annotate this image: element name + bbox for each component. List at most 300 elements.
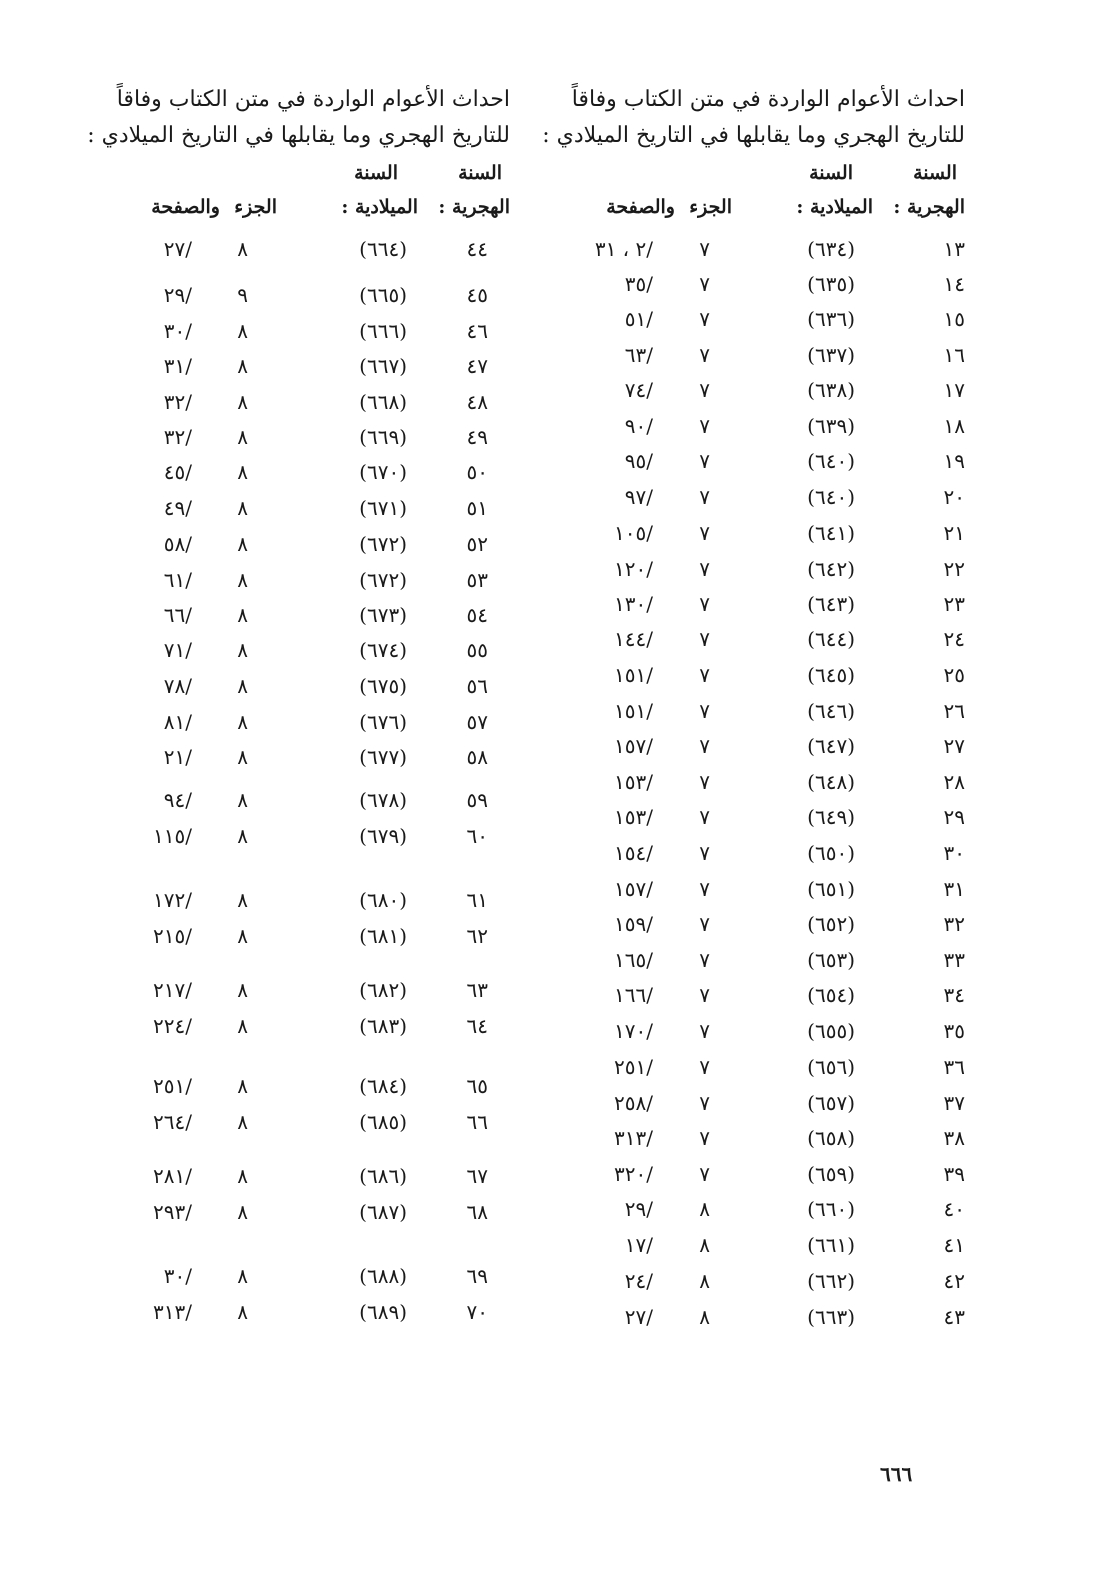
table-row [115, 565, 510, 595]
table-row [560, 304, 965, 334]
table-row [560, 767, 965, 797]
table-row [115, 1161, 510, 1191]
cell-volume: ٨ [699, 1269, 710, 1293]
cell-hijri: ١٤ [943, 272, 965, 296]
header-hijri-label: الهجرية : [438, 196, 510, 218]
cell-hijri: ١٦ [943, 343, 965, 367]
cell-gregorian: (٦٦٣) [807, 1305, 855, 1329]
cell-hijri: ٥٨ [466, 745, 488, 769]
cell-gregorian: (٦٣٧) [807, 343, 855, 367]
left-heading [87, 82, 510, 154]
table-row [560, 1123, 965, 1153]
cell-gregorian: (٦٦٨) [359, 390, 407, 414]
cell-gregorian: (٦٧٨) [359, 788, 407, 812]
cell-gregorian: (٦٦٩) [359, 425, 407, 449]
table-row [560, 945, 965, 975]
cell-page: /٢٨١ [153, 1164, 192, 1188]
header-row-2 [560, 194, 965, 234]
cell-gregorian: (٦٤٧) [807, 734, 855, 758]
cell-hijri: ٦٥ [466, 1074, 488, 1098]
cell-page: /٢٦٤ [153, 1110, 192, 1134]
cell-volume: ٧ [699, 948, 710, 972]
cell-gregorian: (٦٧٠) [359, 460, 407, 484]
cell-hijri: ٢٦ [943, 699, 965, 723]
cell-page: /١٢٠ [614, 557, 653, 581]
table-row [560, 731, 965, 761]
cell-gregorian: (٦٥٢) [807, 912, 855, 936]
cell-hijri: ٣١ [943, 877, 965, 901]
cell-volume: ٧ [699, 983, 710, 1007]
header-page: والصفحة [151, 196, 220, 218]
cell-hijri: ٢٥ [943, 663, 965, 687]
cell-hijri: ٣٠ [943, 841, 965, 865]
cell-gregorian: (٦٦٥) [359, 283, 407, 307]
cell-gregorian: (٦٣٨) [807, 378, 855, 402]
cell-volume: ٧ [699, 1019, 710, 1043]
cell-page: /٢٩ [624, 1197, 653, 1221]
table-row [115, 493, 510, 523]
cell-page: /٢٥١ [614, 1055, 653, 1079]
cell-hijri: ٣٩ [943, 1162, 965, 1186]
cell-gregorian: (٦٤٤) [807, 627, 855, 651]
cell-gregorian: (٦٨١) [359, 924, 407, 948]
cell-hijri: ٢٠ [943, 485, 965, 509]
cell-page: /١٥٤ [614, 841, 653, 865]
cell-volume: ٨ [237, 1200, 248, 1224]
cell-gregorian: (٦٥٠) [807, 841, 855, 865]
table-row [560, 980, 965, 1010]
cell-hijri: ١٧ [943, 378, 965, 402]
cell-page: /٧٨ [163, 674, 192, 698]
table-row [115, 1261, 510, 1291]
table-row [560, 1194, 965, 1224]
cell-hijri: ٤٦ [466, 319, 488, 343]
cell-volume: ٧ [699, 237, 710, 261]
cell-volume: ٨ [237, 1110, 248, 1134]
cell-gregorian: (٦٧٥) [359, 674, 407, 698]
cell-page: /١١٥ [153, 824, 192, 848]
table-row [115, 785, 510, 815]
cell-page: /٣١٣ [153, 1300, 192, 1324]
table-row [560, 1230, 965, 1260]
right-column [542, 82, 965, 1329]
header-hijri-year: السنة [458, 162, 502, 184]
cell-gregorian: (٦٤٠) [807, 485, 855, 509]
cell-volume: ٧ [699, 699, 710, 723]
cell-volume: ٨ [699, 1305, 710, 1329]
cell-page: /٣٠ [163, 319, 192, 343]
cell-volume: ٧ [699, 1162, 710, 1186]
cell-gregorian: (٦٧١) [359, 496, 407, 520]
cell-hijri: ٦٣ [466, 978, 488, 1002]
cell-hijri: ٤٢ [943, 1269, 965, 1293]
table-row [115, 707, 510, 737]
cell-hijri: ٤٩ [466, 425, 488, 449]
cell-gregorian: (٦٤٥) [807, 663, 855, 687]
cell-gregorian: (٦٦٠) [807, 1197, 855, 1221]
cell-volume: ٧ [699, 1126, 710, 1150]
table-row [115, 351, 510, 381]
cell-page: /٢٩ [163, 283, 192, 307]
cell-gregorian: (٦٤٣) [807, 592, 855, 616]
cell-hijri: ٢١ [943, 521, 965, 545]
page-number: ٦٦٦ [880, 1462, 913, 1486]
cell-page: /٦٦ [163, 603, 192, 627]
cell-page: /٩٠ [624, 414, 653, 438]
table-row [115, 280, 510, 310]
cell-hijri: ٤٨ [466, 390, 488, 414]
cell-hijri: ٦١ [466, 888, 488, 912]
cell-page: /١٦٦ [614, 983, 653, 1007]
table-row [560, 518, 965, 548]
header-hijri-year: السنة [913, 162, 957, 184]
cell-page: /١٥٣ [614, 770, 653, 794]
table-row [560, 696, 965, 726]
cell-volume: ٨ [237, 1264, 248, 1288]
cell-page: /٩٧ [624, 485, 653, 509]
cell-page: /١٥١ [614, 699, 653, 723]
header-row-1 [560, 154, 965, 194]
cell-hijri: ٤٥ [466, 283, 488, 307]
cell-page: /١٠٥ [614, 521, 653, 545]
cell-gregorian: (٦٨٧) [359, 1200, 407, 1224]
table-row [115, 387, 510, 417]
cell-page: /٧٤ [624, 378, 653, 402]
cell-hijri: ١٨ [943, 414, 965, 438]
cell-hijri: ٦٤ [466, 1014, 488, 1038]
cell-gregorian: (٦٨٢) [359, 978, 407, 1002]
cell-hijri: ٣٢ [943, 912, 965, 936]
cell-volume: ٧ [699, 912, 710, 936]
table-row [115, 316, 510, 346]
table-row [560, 482, 965, 512]
cell-page: /١٧٠ [614, 1019, 653, 1043]
cell-gregorian: (٦٣٦) [807, 307, 855, 331]
header-row-1 [115, 154, 510, 194]
cell-gregorian: (٦٧٦) [359, 710, 407, 734]
cell-page: /٢ ، ٣١ [594, 237, 653, 261]
cell-page: /٤٩ [163, 496, 192, 520]
cell-volume: ٧ [699, 272, 710, 296]
table-row [560, 838, 965, 868]
cell-hijri: ٦٠ [466, 824, 488, 848]
cell-hijri: ٥١ [466, 496, 488, 520]
cell-page: /٤٥ [163, 460, 192, 484]
cell-hijri: ٢٢ [943, 557, 965, 581]
cell-volume: ٨ [237, 710, 248, 734]
cell-volume: ٨ [237, 924, 248, 948]
cell-page: /١٥٩ [614, 912, 653, 936]
header-hijri-label: الهجرية : [893, 196, 965, 218]
header-page: والصفحة [606, 196, 675, 218]
cell-gregorian: (٦٨٨) [359, 1264, 407, 1288]
table-row [560, 589, 965, 619]
header-row-2 [115, 194, 510, 234]
table-row [560, 802, 965, 832]
cell-page: /٢٤ [624, 1269, 653, 1293]
cell-hijri: ٤٠ [943, 1197, 965, 1221]
cell-page: /٩٤ [163, 788, 192, 812]
cell-hijri: ٤٤ [466, 237, 488, 261]
cell-volume: ٨ [237, 1164, 248, 1188]
cell-hijri: ٢٩ [943, 805, 965, 829]
table-row [560, 269, 965, 299]
cell-gregorian: (٦٨٩) [359, 1300, 407, 1324]
table-row [115, 1297, 510, 1327]
cell-hijri: ٢٧ [943, 734, 965, 758]
cell-volume: ٨ [237, 532, 248, 556]
cell-volume: ٨ [237, 568, 248, 592]
cell-hijri: ٤١ [943, 1233, 965, 1257]
cell-gregorian: (٦٤١) [807, 521, 855, 545]
cell-page: /١٤٤ [614, 627, 653, 651]
table-row [115, 885, 510, 915]
cell-volume: ٧ [699, 805, 710, 829]
cell-volume: ٧ [699, 663, 710, 687]
cell-gregorian: (٦٨٣) [359, 1014, 407, 1038]
table-row [560, 909, 965, 939]
cell-gregorian: (٦٣٤) [807, 237, 855, 261]
table-row [115, 742, 510, 772]
cell-gregorian: (٦٥٧) [807, 1091, 855, 1115]
cell-gregorian: (٦٥٤) [807, 983, 855, 1007]
cell-page: /٣١ [163, 354, 192, 378]
cell-page: /١٦٥ [614, 948, 653, 972]
table-row [115, 921, 510, 951]
table-row [560, 660, 965, 690]
cell-gregorian: (٦٤٠) [807, 449, 855, 473]
cell-volume: ٧ [699, 557, 710, 581]
cell-page: /٢٧ [624, 1305, 653, 1329]
cell-hijri: ٣٧ [943, 1091, 965, 1115]
header-volume: الجزء [234, 196, 277, 218]
cell-volume: ٧ [699, 770, 710, 794]
cell-gregorian: (٦٧٧) [359, 745, 407, 769]
cell-page: /٣٠ [163, 1264, 192, 1288]
cell-hijri: ٢٨ [943, 770, 965, 794]
cell-page: /١٥١ [614, 663, 653, 687]
cell-hijri: ٣٣ [943, 948, 965, 972]
cell-hijri: ٥٦ [466, 674, 488, 698]
cell-volume: ٨ [237, 745, 248, 769]
cell-hijri: ٥٢ [466, 532, 488, 556]
table-row [560, 411, 965, 441]
table-row [560, 1266, 965, 1296]
cell-gregorian: (٦٥٩) [807, 1162, 855, 1186]
cell-hijri: ٣٦ [943, 1055, 965, 1079]
cell-page: /٧١ [163, 638, 192, 662]
cell-page: /٢١٧ [153, 978, 192, 1002]
table-row [560, 554, 965, 584]
cell-gregorian: (٦٨٠) [359, 888, 407, 912]
cell-page: /٣٢٠ [614, 1162, 653, 1186]
cell-volume: ٨ [237, 638, 248, 662]
cell-volume: ٧ [699, 449, 710, 473]
cell-volume: ٧ [699, 877, 710, 901]
cell-page: /١٧ [624, 1233, 653, 1257]
cell-page: /١٥٧ [614, 734, 653, 758]
header-gregorian-year: السنة [809, 162, 853, 184]
cell-gregorian: (٦٤٩) [807, 805, 855, 829]
cell-volume: ٧ [699, 378, 710, 402]
cell-page: /٩٥ [624, 449, 653, 473]
table-row [115, 457, 510, 487]
cell-page: /٥٨ [163, 532, 192, 556]
cell-gregorian: (٦٦٤) [359, 237, 407, 261]
cell-page: /١٥٧ [614, 877, 653, 901]
cell-gregorian: (٦٧٢) [359, 568, 407, 592]
cell-volume: ٧ [699, 414, 710, 438]
cell-volume: ٨ [237, 460, 248, 484]
cell-volume: ٨ [237, 1014, 248, 1038]
cell-volume: ٨ [699, 1197, 710, 1221]
cell-hijri: ٦٢ [466, 924, 488, 948]
heading-line-1: احداث الأعوام الواردة في متن الكتاب وفاقاً [571, 87, 965, 112]
heading-line-2: للتاريخ الهجري وما يقابلها في التاريخ الميلادي : [87, 123, 510, 148]
table-row [115, 635, 510, 665]
heading-line-1: احداث الأعوام الواردة في متن الكتاب وفاقاً [116, 87, 510, 112]
cell-page: /١٥٣ [614, 805, 653, 829]
cell-volume: ٨ [237, 237, 248, 261]
cell-hijri: ٣٨ [943, 1126, 965, 1150]
cell-volume: ٨ [237, 425, 248, 449]
cell-hijri: ٢٤ [943, 627, 965, 651]
cell-page: /٢٥٨ [614, 1091, 653, 1115]
table-row [115, 821, 510, 851]
cell-page: /٢٧ [163, 237, 192, 261]
cell-volume: ٨ [237, 888, 248, 912]
left-column [87, 82, 510, 1324]
cell-volume: ٨ [237, 978, 248, 1002]
cell-hijri: ٦٨ [466, 1200, 488, 1224]
cell-volume: ٧ [699, 592, 710, 616]
cell-hijri: ٥٥ [466, 638, 488, 662]
cell-gregorian: (٦٦٧) [359, 354, 407, 378]
cell-volume: ٨ [237, 1074, 248, 1098]
table-row [560, 446, 965, 476]
cell-page: /٦٣ [624, 343, 653, 367]
cell-volume: ٨ [237, 354, 248, 378]
cell-gregorian: (٦٥٨) [807, 1126, 855, 1150]
table-row [115, 1197, 510, 1227]
cell-page: /٢٩٣ [153, 1200, 192, 1224]
table-row [560, 234, 965, 264]
cell-hijri: ٦٧ [466, 1164, 488, 1188]
cell-hijri: ٢٣ [943, 592, 965, 616]
cell-page: /٢٥١ [153, 1074, 192, 1098]
cell-volume: ٨ [237, 319, 248, 343]
cell-hijri: ١٩ [943, 449, 965, 473]
cell-volume: ٨ [237, 496, 248, 520]
cell-hijri: ٧٠ [466, 1300, 488, 1324]
cell-volume: ٧ [699, 1055, 710, 1079]
cell-volume: ٨ [237, 603, 248, 627]
cell-volume: ٨ [237, 674, 248, 698]
cell-gregorian: (٦٤٦) [807, 699, 855, 723]
cell-gregorian: (٦٨٦) [359, 1164, 407, 1188]
cell-page: /٣٢ [163, 425, 192, 449]
table-row [115, 422, 510, 452]
cell-gregorian: (٦٦٦) [359, 319, 407, 343]
header-gregorian-year: السنة [354, 162, 398, 184]
cell-volume: ٨ [699, 1233, 710, 1257]
cell-page: /٣٢ [163, 390, 192, 414]
cell-page: /٣٥ [624, 272, 653, 296]
right-heading [542, 82, 965, 154]
cell-volume: ٧ [699, 343, 710, 367]
cell-volume: ٧ [699, 521, 710, 545]
table-row [115, 1071, 510, 1101]
table-row [115, 529, 510, 559]
heading-line-2: للتاريخ الهجري وما يقابلها في التاريخ الميلادي : [542, 123, 965, 148]
cell-gregorian: (٦٦٢) [807, 1269, 855, 1293]
table-row [560, 1159, 965, 1189]
table-row [115, 1011, 510, 1041]
cell-hijri: ٥٤ [466, 603, 488, 627]
cell-page: /٨١ [163, 710, 192, 734]
cell-volume: ٨ [237, 390, 248, 414]
cell-volume: ٨ [237, 824, 248, 848]
header-gregorian-label: الميلادية : [341, 196, 418, 218]
cell-page: /٥١ [624, 307, 653, 331]
cell-page: /١٧٢ [153, 888, 192, 912]
cell-hijri: ٥٣ [466, 568, 488, 592]
cell-hijri: ٥٠ [466, 460, 488, 484]
cell-volume: ٩ [237, 283, 248, 307]
cell-hijri: ٥٩ [466, 788, 488, 812]
cell-gregorian: (٦٥١) [807, 877, 855, 901]
cell-gregorian: (٦٧٢) [359, 532, 407, 556]
cell-page: /٢١٥ [153, 924, 192, 948]
cell-volume: ٧ [699, 485, 710, 509]
cell-hijri: ١٥ [943, 307, 965, 331]
cell-hijri: ٤٧ [466, 354, 488, 378]
cell-volume: ٧ [699, 1091, 710, 1115]
cell-gregorian: (٦٤٨) [807, 770, 855, 794]
cell-gregorian: (٦٧٤) [359, 638, 407, 662]
table-row [115, 600, 510, 630]
table-row [560, 1302, 965, 1332]
cell-gregorian: (٦٥٦) [807, 1055, 855, 1079]
table-row [560, 340, 965, 370]
table-row [115, 975, 510, 1005]
cell-volume: ٨ [237, 1300, 248, 1324]
cell-gregorian: (٦٥٣) [807, 948, 855, 972]
cell-gregorian: (٦٧٩) [359, 824, 407, 848]
cell-hijri: ٣٤ [943, 983, 965, 1007]
cell-gregorian: (٦٦١) [807, 1233, 855, 1257]
cell-hijri: ٥٧ [466, 710, 488, 734]
cell-gregorian: (٦٧٣) [359, 603, 407, 627]
table-row [115, 671, 510, 701]
table-row [560, 375, 965, 405]
cell-gregorian: (٦٨٥) [359, 1110, 407, 1134]
cell-gregorian: (٦٣٥) [807, 272, 855, 296]
cell-page: /٢٢٤ [153, 1014, 192, 1038]
cell-gregorian: (٦٤٢) [807, 557, 855, 581]
cell-hijri: ١٣ [943, 237, 965, 261]
cell-volume: ٨ [237, 788, 248, 812]
cell-page: /٢١ [163, 745, 192, 769]
table-row [560, 1016, 965, 1046]
cell-page: /١٣٠ [614, 592, 653, 616]
cell-volume: ٧ [699, 734, 710, 758]
cell-volume: ٧ [699, 627, 710, 651]
cell-volume: ٧ [699, 307, 710, 331]
cell-hijri: ٦٦ [466, 1110, 488, 1134]
header-volume: الجزء [689, 196, 732, 218]
table-row [115, 234, 510, 264]
